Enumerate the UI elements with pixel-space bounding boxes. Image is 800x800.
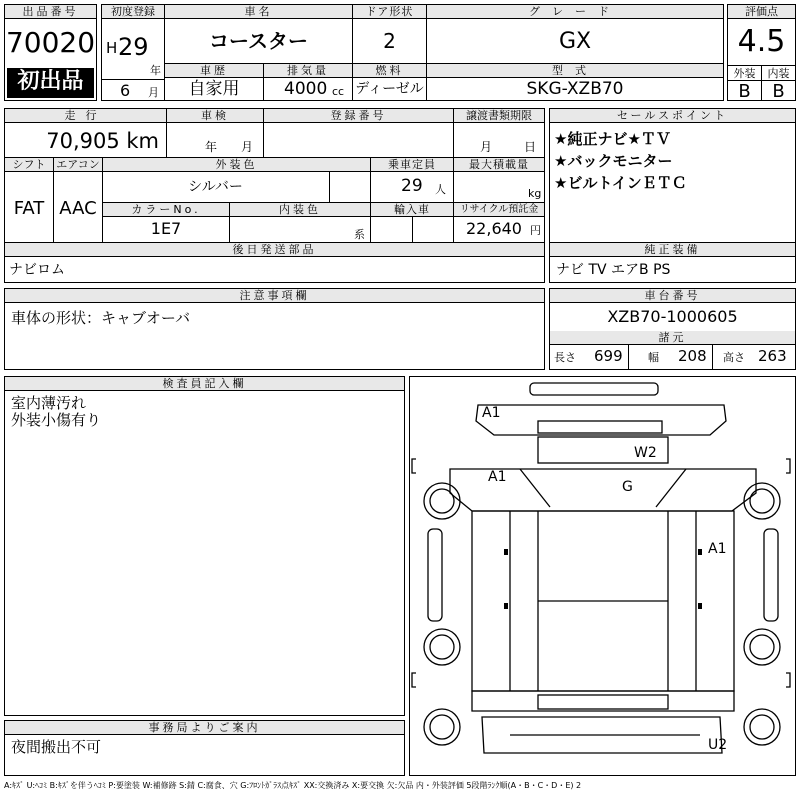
- model-code: SKG-XZB70: [526, 79, 624, 99]
- damage-mark-windshield-w: W2: [634, 445, 657, 461]
- damage-legend: A:ｷｽﾞ U:ﾍｺﾐ B:ｷｽﾞを伴うﾍｺﾐ P:要塗装 W:補修跡 S:錆 C:腐食、穴 G:ﾌﾛﾝﾄｶﾞﾗｽ点ｷｽﾞ XX:交換済み X:要交換 欠:欠品 内・外装評価 5段階ﾗﾝｸ順(A・B・C・D・E) 2: [4, 781, 582, 790]
- sales-points-header: セールスポイント: [550, 109, 795, 123]
- capacity-unit: 人: [435, 183, 446, 196]
- damage-mark-side: A1: [708, 541, 727, 557]
- dimensions-header: 諸元: [550, 331, 795, 345]
- max-load-header: 最大積載量: [454, 158, 544, 172]
- inspector-notes-box: [4, 376, 405, 716]
- recycle-unit: 円: [530, 224, 541, 237]
- later-parts-header: 後日発送部品: [5, 243, 544, 257]
- interior-grade: B: [772, 81, 785, 102]
- width-label: 幅: [648, 351, 659, 364]
- grade: GX: [558, 29, 592, 54]
- shift: FAT: [13, 198, 45, 219]
- office-notice-box: [4, 720, 405, 776]
- first-registration-box: [101, 4, 165, 101]
- car-name: コースター: [209, 29, 308, 53]
- notes-box: [4, 288, 545, 370]
- interior-color-unit: 系: [354, 228, 365, 241]
- lot-number-box: [4, 4, 97, 101]
- exterior-color: シルバー: [188, 179, 243, 195]
- door-count: 2: [383, 29, 396, 53]
- aircon-header: エアコン: [54, 158, 102, 172]
- history-header: 車歴: [165, 64, 263, 78]
- later-parts-box: [4, 242, 545, 283]
- chassis-number: XZB70-1000605: [607, 307, 738, 326]
- capacity-header: 乗車定員: [371, 158, 453, 172]
- door-box: [352, 4, 427, 64]
- inspection-year: 年: [205, 140, 218, 154]
- car-name-header: 車名: [165, 5, 352, 19]
- genuine-equipment-box: [549, 242, 796, 283]
- height: 263: [758, 347, 787, 365]
- damage-mark-rear: U2: [708, 737, 728, 753]
- transfer-day: 日: [524, 140, 537, 154]
- displacement: 4000: [284, 79, 328, 99]
- shift-header: シフト: [5, 158, 53, 172]
- notes-header: 注意事項欄: [5, 289, 544, 303]
- import-box: [370, 202, 454, 243]
- mileage-box: [4, 108, 167, 158]
- sales-point-2: ★バックモニター: [554, 152, 673, 170]
- length: 699: [594, 347, 623, 365]
- registration-number-box: [263, 108, 454, 158]
- import-header: 輸入車: [371, 203, 453, 217]
- history: 自家用: [188, 79, 240, 99]
- exterior-grade: B: [738, 81, 751, 102]
- inspection-box: [166, 108, 264, 158]
- displacement-box: [263, 63, 353, 101]
- displacement-unit: cc: [332, 85, 345, 98]
- transfer-month: 月: [480, 140, 493, 154]
- color-number-header: カラーNo.: [103, 203, 229, 217]
- aircon-box: [53, 157, 103, 243]
- fuel-header: 燃料: [353, 64, 426, 78]
- grade-box: [426, 4, 724, 64]
- inspection-month: 月: [241, 140, 254, 154]
- first-listing-label: 初出品: [17, 69, 84, 94]
- chassis-number-header: 車台番号: [550, 289, 795, 303]
- exterior-grade-label: 外装: [733, 67, 756, 80]
- chassis-number-box: [549, 288, 796, 370]
- registration-year: 29: [118, 33, 149, 61]
- sales-points-box: [549, 108, 796, 243]
- damage-diagram-box: [409, 376, 796, 776]
- model-code-header: 型式: [427, 64, 723, 78]
- aircon: AAC: [59, 198, 97, 219]
- inspection-header: 車検: [167, 109, 263, 123]
- exterior-color-header: 外装色: [103, 158, 370, 172]
- height-label: 高さ: [723, 351, 745, 364]
- inspector-note-2: 外装小傷有り: [11, 411, 102, 429]
- interior-color-box: [229, 202, 371, 243]
- car-name-box: [164, 4, 353, 64]
- genuine-equipment: ナビ TV エアB PS: [556, 262, 671, 278]
- damage-mark-cab: A1: [488, 469, 507, 485]
- color-number: 1E7: [150, 219, 182, 238]
- damage-mark-front: A1: [482, 405, 501, 421]
- capacity: 29: [401, 176, 423, 196]
- length-label: 長さ: [554, 351, 576, 364]
- office-notice: 夜間搬出不可: [11, 738, 102, 756]
- mileage-header: 走行: [5, 109, 166, 123]
- year-unit: 年: [150, 64, 161, 77]
- fuel: ディーゼル: [355, 81, 424, 97]
- lot-number-header: 出品番号: [5, 5, 96, 19]
- lot-number: 70020: [5, 26, 96, 59]
- fuel-box: [352, 63, 427, 101]
- max-load-unit: kg: [528, 187, 542, 200]
- capacity-box: [370, 157, 454, 203]
- grade-header: グレード: [427, 5, 723, 19]
- damage-mark-glass: G: [622, 479, 633, 495]
- max-load-box: [453, 157, 545, 203]
- interior-color-header: 内装色: [230, 203, 370, 217]
- score-header: 評価点: [728, 5, 795, 19]
- era-letter: H: [106, 39, 118, 57]
- registration-month: 6: [120, 81, 131, 100]
- month-unit: 月: [148, 86, 159, 99]
- first-registration-header: 初度登録: [102, 5, 164, 19]
- score-box: [727, 4, 796, 101]
- overall-score: 4.5: [737, 24, 786, 59]
- color-number-box: [102, 202, 230, 243]
- interior-grade-label: 内装: [767, 67, 790, 80]
- transfer-document-header: 譲渡書類期限: [454, 109, 544, 123]
- model-code-box: [426, 63, 724, 101]
- sales-point-1: ★純正ナビ★ＴＶ: [554, 130, 671, 148]
- recycle-header: リサイクル預託金: [454, 203, 544, 217]
- width: 208: [678, 347, 707, 365]
- shift-box: [4, 157, 54, 243]
- exterior-color-box: [102, 157, 371, 203]
- displacement-header: 排気量: [264, 64, 352, 78]
- office-notice-header: 事務局よりご案内: [5, 721, 404, 735]
- recycle-amount: 22,640: [466, 219, 522, 238]
- door-header: ドア形状: [353, 5, 426, 19]
- genuine-equipment-header: 純正装備: [550, 243, 795, 257]
- recycle-box: [453, 202, 545, 243]
- vehicle-diagram: [410, 377, 795, 775]
- mileage: 70,905 km: [46, 129, 159, 153]
- later-parts: ナビロム: [9, 262, 65, 278]
- notes: 車体の形状：キャブオーバ: [11, 309, 191, 327]
- transfer-document-box: [453, 108, 545, 158]
- inspector-notes-header: 検査員記入欄: [5, 377, 404, 391]
- sales-point-3: ★ビルトインＥＴＣ: [554, 174, 687, 192]
- registration-number-header: 登録番号: [264, 109, 453, 123]
- inspector-note-1: 室内薄汚れ: [11, 394, 87, 412]
- first-listing-badge: [7, 68, 94, 98]
- history-box: [164, 63, 264, 101]
